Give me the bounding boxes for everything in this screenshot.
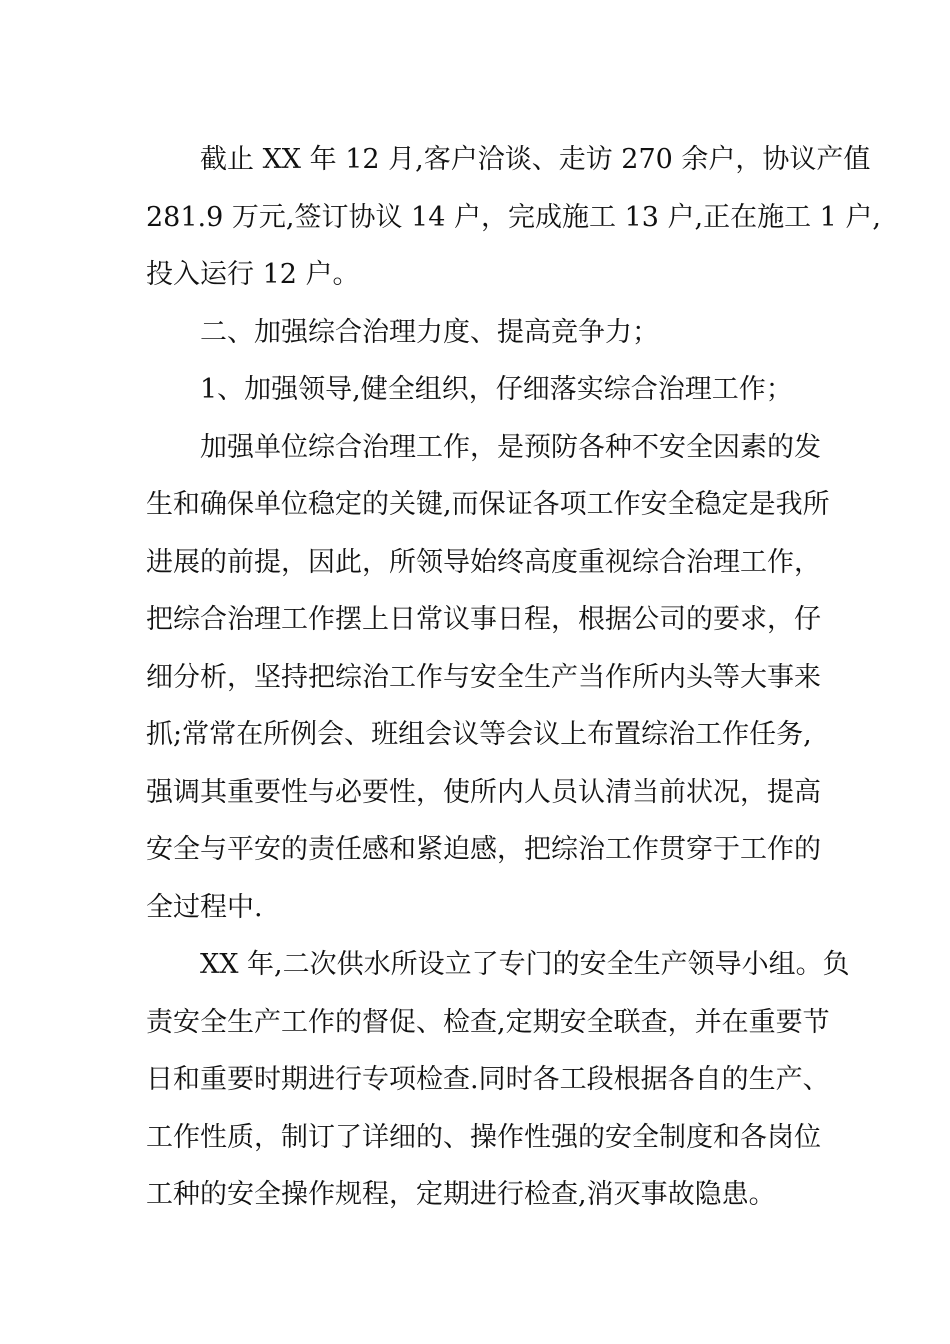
paragraph-line: 截止 XX 年 12 月,客户洽谈、走访 270 余户，协议产值 bbox=[200, 144, 871, 175]
section-heading bbox=[146, 304, 808, 362]
subsection-heading-text: 1、加强领导,健全组织，仔细落实综合治理工作； bbox=[200, 374, 793, 405]
paragraph-3 bbox=[146, 936, 850, 1224]
paragraph-line: 强调其重要性与必要性，使所内人员认清当前状况，提高 bbox=[146, 776, 821, 808]
paragraph-line: 工作性质，制订了详细的、操作性强的安全制度和各岗位 bbox=[146, 1121, 821, 1153]
paragraph-line: 全过程中. bbox=[146, 891, 263, 923]
paragraph-line: 工种的安全操作规程，定期进行检查,消灭事故隐患。 bbox=[146, 1179, 776, 1210]
document-body bbox=[146, 131, 882, 1224]
paragraph-2 bbox=[146, 419, 830, 937]
paragraph-line: 进展的前提，因此，所领导始终高度重视综合治理工作， bbox=[146, 546, 821, 578]
paragraph-line: 日和重要时期进行专项检查.同时各工段根据各自的生产、 bbox=[146, 1064, 830, 1095]
paragraph-line: 细分析，坚持把综治工作与安全生产当作所内头等大事来 bbox=[146, 661, 821, 693]
paragraph-line: 安全与平安的责任感和紧迫感，把综治工作贯穿于工作的 bbox=[146, 834, 821, 865]
paragraph-line: 把综合治理工作摆上日常议事日程，根据公司的要求，仔 bbox=[146, 604, 821, 635]
paragraph-line: 生和确保单位稳定的关键,而保证各项工作安全稳定是我所 bbox=[146, 489, 830, 520]
paragraph-line: 281.9 万元,签订协议 14 户，完成施工 13 户,正在施工 1 户, bbox=[146, 201, 882, 233]
paragraph-line: 抓;常常在所例会、班组会议等会议上布置综治工作任务, bbox=[146, 719, 812, 750]
paragraph-1 bbox=[146, 131, 882, 304]
paragraph-line: 加强单位综合治理工作，是预防各种不安全因素的发 bbox=[200, 431, 821, 463]
subsection-heading bbox=[146, 361, 808, 419]
paragraph-line: XX 年,二次供水所设立了专门的安全生产领导小组。负 bbox=[200, 949, 850, 980]
paragraph-line: 投入运行 12 户。 bbox=[146, 259, 360, 290]
section-heading-text: 二、加强综合治理力度、提高竞争力； bbox=[200, 316, 659, 348]
paragraph-line: 责安全生产工作的督促、检查,定期安全联查，并在重要节 bbox=[146, 1006, 830, 1038]
